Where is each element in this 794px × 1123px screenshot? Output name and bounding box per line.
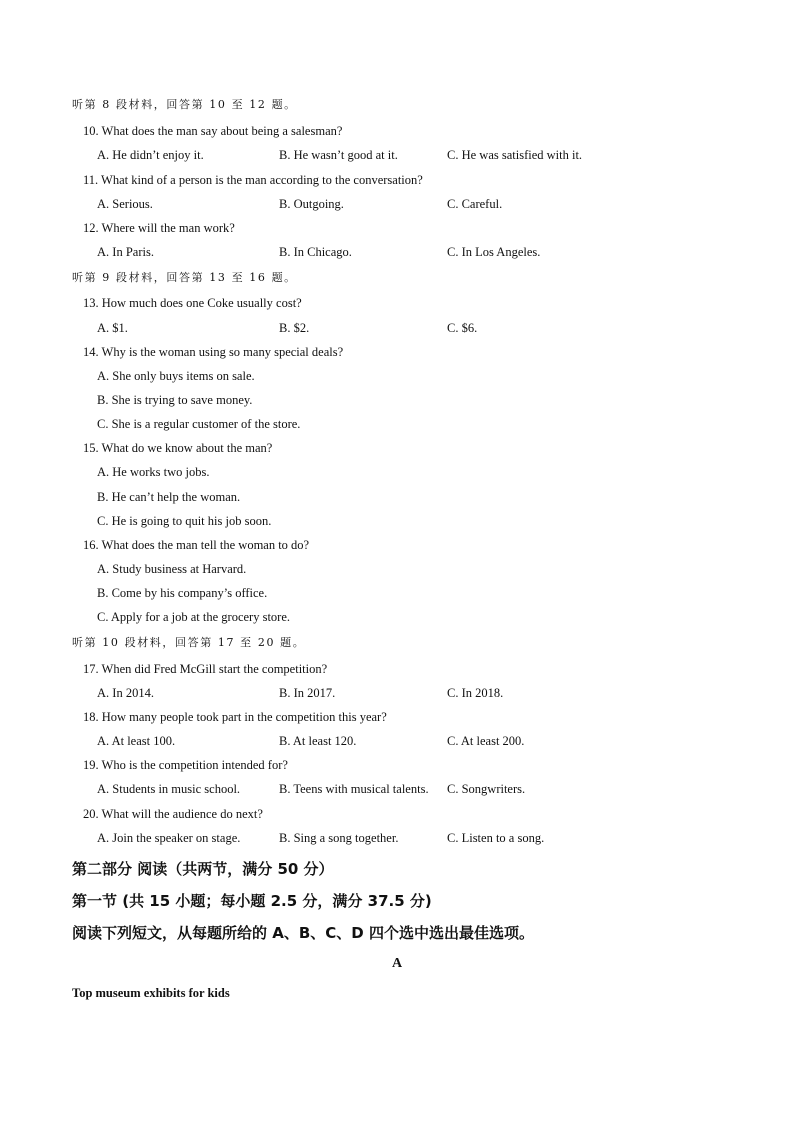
option-14-c: C. She is a regular customer of the store. bbox=[97, 417, 301, 431]
question-13: 13. How much does one Coke usually cost? bbox=[83, 296, 302, 310]
question-14: 14. Why is the woman using so many special deals? bbox=[83, 345, 344, 359]
option-16-b: B. Come by his company’s office. bbox=[97, 586, 268, 600]
option-13-b: B. $2. bbox=[279, 321, 310, 335]
option-20-b: B. Sing a song together. bbox=[279, 831, 399, 845]
reading-instruction: 阅读下列短文，从每题所给的 A、B、C、D 四个选中选出最佳选项。 bbox=[72, 924, 534, 942]
option-12-b: B. In Chicago. bbox=[279, 245, 352, 259]
option-17-a: A. In 2014. bbox=[97, 686, 154, 700]
part-two-title: 第二部分 阅读（共两节，满分 50 分） bbox=[72, 860, 334, 878]
option-12-c: C. In Los Angeles. bbox=[447, 245, 541, 259]
option-15-c: C. He is going to quit his job soon. bbox=[97, 514, 272, 528]
option-14-a: A. She only buys items on sale. bbox=[97, 369, 255, 383]
option-20-c: C. Listen to a song. bbox=[447, 831, 545, 845]
option-11-a: A. Serious. bbox=[97, 197, 153, 211]
question-15: 15. What do we know about the man? bbox=[83, 441, 273, 455]
option-11-b: B. Outgoing. bbox=[279, 197, 344, 211]
question-11: 11. What kind of a person is the man according to the conversation? bbox=[83, 173, 423, 187]
passage-letter: A bbox=[391, 956, 403, 971]
option-18-a: A. At least 100. bbox=[97, 734, 176, 748]
option-18-c: C. At least 200. bbox=[447, 734, 525, 748]
option-20-a: A. Join the speaker on stage. bbox=[97, 831, 241, 845]
question-12: 12. Where will the man work? bbox=[83, 221, 235, 235]
option-19-b: B. Teens with musical talents. bbox=[279, 782, 429, 796]
option-19-c: C. Songwriters. bbox=[447, 782, 526, 796]
option-15-b: B. He can’t help the woman. bbox=[97, 490, 241, 504]
question-17: 17. When did Fred McGill start the competition? bbox=[83, 662, 328, 676]
option-14-b: B. She is trying to save money. bbox=[97, 393, 253, 407]
option-17-c: C. In 2018. bbox=[447, 686, 504, 700]
question-18: 18. How many people took part in the competition this year? bbox=[83, 710, 387, 724]
option-10-c: C. He was satisfied with it. bbox=[447, 148, 583, 162]
option-16-c: C. Apply for a job at the grocery store. bbox=[97, 610, 291, 624]
passage-title: Top museum exhibits for kids bbox=[72, 986, 230, 1000]
option-10-a: A. He didn’t enjoy it. bbox=[97, 148, 204, 162]
option-16-a: A. Study business at Harvard. bbox=[97, 562, 247, 576]
question-19: 19. Who is the competition intended for? bbox=[83, 758, 288, 772]
question-10: 10. What does the man say about being a salesman? bbox=[83, 124, 343, 138]
option-15-a: A. He works two jobs. bbox=[97, 465, 210, 479]
section-header-9: 听第 9 段材料，回答第 13 至 16 题。 bbox=[72, 271, 297, 284]
section-one-title: 第一节 (共 15 小题；每小题 2.5 分，满分 37.5 分) bbox=[72, 892, 432, 910]
question-20: 20. What will the audience do next? bbox=[83, 807, 263, 821]
option-17-b: B. In 2017. bbox=[279, 686, 336, 700]
question-16: 16. What does the man tell the woman to do? bbox=[83, 538, 310, 552]
option-11-c: C. Careful. bbox=[447, 197, 503, 211]
option-18-b: B. At least 120. bbox=[279, 734, 357, 748]
option-10-b: B. He wasn’t good at it. bbox=[279, 148, 398, 162]
option-12-a: A. In Paris. bbox=[97, 245, 154, 259]
section-header-8: 听第 8 段材料，回答第 10 至 12 题。 bbox=[72, 98, 297, 111]
option-19-a: A. Students in music school. bbox=[97, 782, 241, 796]
section-header-10: 听第 10 段材料，回答第 17 至 20 题。 bbox=[72, 636, 306, 649]
option-13-c: C. $6. bbox=[447, 321, 478, 335]
option-13-a: A. $1. bbox=[97, 321, 128, 335]
